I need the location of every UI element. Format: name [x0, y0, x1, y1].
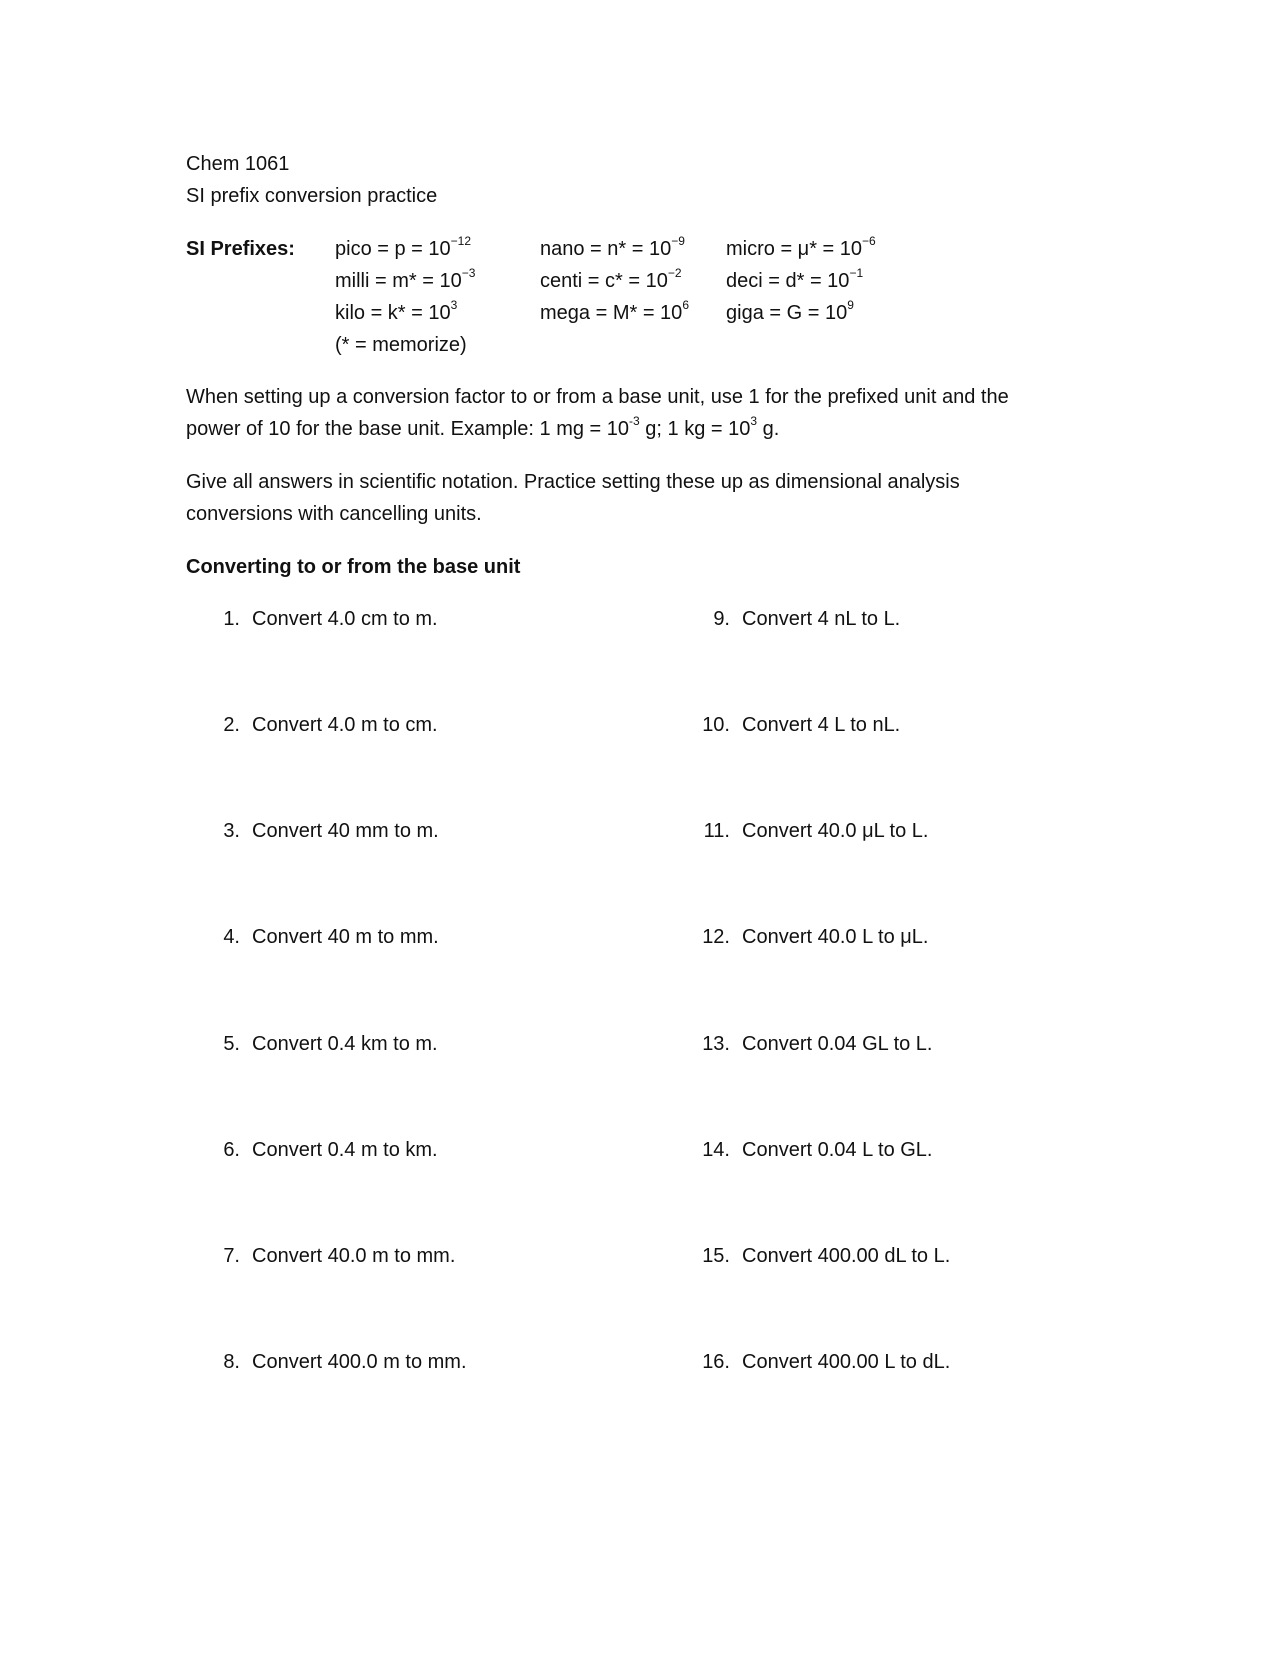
instructions-paragraph-1-line-1: When setting up a conversion factor to or from a base unit, use 1 for the prefixed unit and the	[186, 386, 1009, 408]
prefix-giga: giga = $G = 10^9$	[726, 298, 854, 324]
instructions-paragraph-1-line-2: power of 10 for the base unit. Example: 1 mg = $10^{-3}$ g; 1 kg = $10^3$ g.	[186, 414, 780, 440]
worksheet-subtitle: SI prefix conversion practice	[186, 185, 438, 207]
problem-item: 13. Convert 0.04 GL to L.	[702, 1033, 933, 1055]
problem-item: 10. Convert 4 L to nL.	[702, 714, 901, 736]
memorize-note: (* = memorize)	[335, 334, 467, 356]
prefix-milli: milli = $m* = 10^{-3}$	[335, 266, 476, 292]
problem-item: 4. Convert 40 m to mm.	[223, 926, 439, 948]
course-title: Chem 1061	[186, 153, 290, 175]
problem-item: 11. Convert 40.0 μL to L.	[703, 820, 929, 842]
problem-item: 14. Convert 0.04 L to GL.	[702, 1139, 933, 1161]
problem-item: 9. Convert 4 nL to L.	[713, 608, 901, 630]
problem-item: 7. Convert 40.0 m to mm.	[223, 1245, 456, 1267]
prefix-pico: pico = $p = 10^{-12}$	[335, 234, 472, 260]
problem-item: 6. Convert 0.4 m to km.	[223, 1139, 438, 1161]
problem-item: 2. Convert 4.0 m to cm.	[223, 714, 438, 736]
instructions-paragraph-2-line-1: Give all answers in scientific notation. Practice setting these up as dimensional analysis	[186, 471, 960, 493]
problem-item: 3. Convert 40 mm to m.	[223, 820, 439, 842]
problem-item: 15. Convert 400.00 dL to L.	[702, 1245, 951, 1267]
prefix-mega: mega = $M* = 10^6$	[540, 298, 689, 324]
problem-item: 12. Convert 40.0 L to μL.	[702, 926, 929, 948]
problem-item: 5. Convert 0.4 km to m.	[223, 1033, 438, 1055]
problem-item: 8. Convert 400.0 m to mm.	[223, 1351, 467, 1373]
prefix-deci: deci = $d* = 10^{-1}$	[726, 266, 864, 292]
problem-item: 16. Convert 400.00 L to dL.	[702, 1351, 951, 1373]
instructions-paragraph-2-line-2: conversions with cancelling units.	[186, 503, 482, 525]
problem-item: 1. Convert 4.0 cm to m.	[223, 608, 438, 630]
prefix-nano: nano = $n* = 10^{-9}$	[540, 234, 685, 260]
section-title: Converting to or from the base unit	[186, 556, 521, 578]
prefix-kilo: kilo = $k* = 10^3$	[335, 298, 458, 324]
prefix-micro: micro = $\mu* = 10^{-6}$	[726, 234, 876, 260]
prefix-centi: centi = $c* = 10^{-2}$	[540, 266, 682, 292]
si-prefixes-label: SI Prefixes:	[186, 238, 295, 260]
